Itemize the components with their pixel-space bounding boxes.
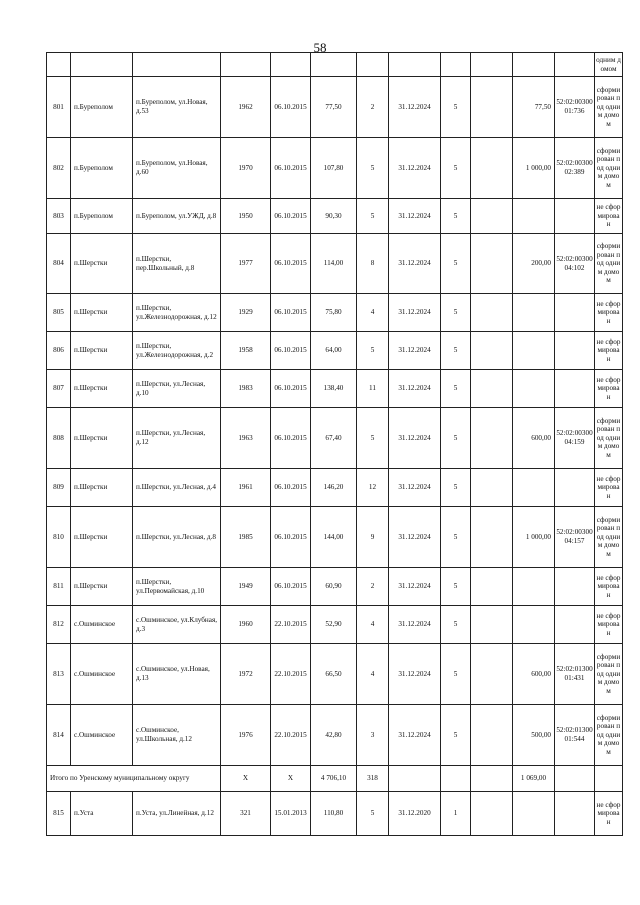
area-cell: 67,40 <box>311 408 357 469</box>
table-row <box>47 469 623 507</box>
empty-cell <box>471 766 513 792</box>
table-row <box>47 705 623 766</box>
address-cell: п.Шерстки, ул.Железнодорожная, д.12 <box>133 294 221 332</box>
address-cell: с.Ошминское, ул.Клубная, д.3 <box>133 606 221 644</box>
empty-cell <box>595 766 623 792</box>
row-number: 807 <box>47 370 71 408</box>
settlement-cell: п.Шерстки <box>71 469 133 507</box>
table-row <box>47 77 623 138</box>
settlement-cell: п.Буреполом <box>71 77 133 138</box>
settlement-cell: п.Шерстки <box>71 408 133 469</box>
deadline-cell: 31.12.2024 <box>389 199 441 234</box>
status-cell: сформирован под одним домом <box>595 234 623 294</box>
deadline-cell: 31.12.2024 <box>389 138 441 199</box>
year-cell: 1962 <box>221 77 271 138</box>
date-cell: 06.10.2015 <box>271 370 311 408</box>
volume-cell <box>513 792 555 836</box>
row-number: 805 <box>47 294 71 332</box>
status-cell: не сформирован <box>595 370 623 408</box>
volume-cell <box>513 370 555 408</box>
area-cell: 52,90 <box>311 606 357 644</box>
cadastral-cell <box>555 568 595 606</box>
cadastral-cell <box>555 199 595 234</box>
total-area: 4 706,10 <box>311 766 357 792</box>
volume-cell <box>513 469 555 507</box>
date-cell: 06.10.2015 <box>271 469 311 507</box>
table-row-continued <box>47 53 623 77</box>
residents-cell: 4 <box>357 644 389 705</box>
total-volume: 1 069,00 <box>513 766 555 792</box>
date-cell: 06.10.2015 <box>271 294 311 332</box>
row-number: 809 <box>47 469 71 507</box>
row-number: 811 <box>47 568 71 606</box>
term-cell: 5 <box>441 606 471 644</box>
empty-cell <box>471 469 513 507</box>
deadline-cell: 31.12.2024 <box>389 507 441 568</box>
date-cell: 06.10.2015 <box>271 199 311 234</box>
date-cell: 06.10.2015 <box>271 234 311 294</box>
settlement-cell: п.Шерстки <box>71 332 133 370</box>
status-cell: не сформирован <box>595 606 623 644</box>
table-row <box>47 294 623 332</box>
deadline-cell: 31.12.2024 <box>389 370 441 408</box>
address-cell: п.Буреполом, ул.УЖД, д.8 <box>133 199 221 234</box>
status-cell: не сформирован <box>595 294 623 332</box>
cadastral-cell <box>555 332 595 370</box>
area-cell: 90,30 <box>311 199 357 234</box>
area-cell: 60,90 <box>311 568 357 606</box>
cadastral-cell: 52:02:0030004:159 <box>555 408 595 469</box>
area-cell: 138,40 <box>311 370 357 408</box>
status-cell: сформирован под одним домом <box>595 507 623 568</box>
area-cell: 114,00 <box>311 234 357 294</box>
empty-cell <box>471 705 513 766</box>
row-number: 813 <box>47 644 71 705</box>
address-cell: п.Шерстки, ул.Лесная, д.12 <box>133 408 221 469</box>
year-cell: 1949 <box>221 568 271 606</box>
cadastral-cell: 52:02:0030004:157 <box>555 507 595 568</box>
date-cell: 06.10.2015 <box>271 568 311 606</box>
settlement-cell: п.Уста <box>71 792 133 836</box>
volume-cell: 77,50 <box>513 77 555 138</box>
register-table <box>46 52 623 836</box>
date-cell: 22.10.2015 <box>271 705 311 766</box>
residents-cell: 2 <box>357 77 389 138</box>
area-cell: 146,20 <box>311 469 357 507</box>
volume-cell: 500,00 <box>513 705 555 766</box>
empty-cell <box>471 606 513 644</box>
term-cell: 5 <box>441 408 471 469</box>
term-cell: 5 <box>441 644 471 705</box>
cadastral-cell: 52:02:0130001:544 <box>555 705 595 766</box>
term-cell: 5 <box>441 234 471 294</box>
volume-cell: 600,00 <box>513 408 555 469</box>
table-row <box>47 199 623 234</box>
area-cell: 75,80 <box>311 294 357 332</box>
volume-cell <box>513 332 555 370</box>
residents-cell: 11 <box>357 370 389 408</box>
year-cell: 321 <box>221 792 271 836</box>
empty-cell <box>471 77 513 138</box>
cadastral-cell <box>555 469 595 507</box>
year-cell: 1963 <box>221 408 271 469</box>
address-cell: п.Уста, ул.Линейная, д.12 <box>133 792 221 836</box>
residents-cell: 4 <box>357 294 389 332</box>
total-label: Итого по Уренскому муниципальному округу <box>47 766 221 792</box>
term-cell: 5 <box>441 705 471 766</box>
term-cell: 5 <box>441 332 471 370</box>
settlement-cell: с.Ошминское <box>71 705 133 766</box>
empty-cell <box>471 792 513 836</box>
year-cell: 1977 <box>221 234 271 294</box>
term-cell: 5 <box>441 138 471 199</box>
residents-cell: 5 <box>357 332 389 370</box>
address-cell: п.Шерстки, ул.Железнодорожная, д.2 <box>133 332 221 370</box>
status-cell: сформирован под одним домом <box>595 705 623 766</box>
area-cell: 144,00 <box>311 507 357 568</box>
settlement-cell: п.Буреполом <box>71 138 133 199</box>
area-cell: 110,80 <box>311 792 357 836</box>
settlement-cell: п.Шерстки <box>71 234 133 294</box>
settlement-cell: с.Ошминское <box>71 606 133 644</box>
term-cell: 5 <box>441 294 471 332</box>
volume-cell: 1 000,00 <box>513 507 555 568</box>
settlement-cell: п.Буреполом <box>71 199 133 234</box>
year-cell: 1976 <box>221 705 271 766</box>
volume-cell: 600,00 <box>513 644 555 705</box>
year-cell: 1985 <box>221 507 271 568</box>
empty-cell <box>471 507 513 568</box>
date-cell: 06.10.2015 <box>271 138 311 199</box>
settlement-cell: п.Шерстки <box>71 294 133 332</box>
empty-cell <box>471 138 513 199</box>
area-cell: 42,80 <box>311 705 357 766</box>
residents-cell: 9 <box>357 507 389 568</box>
deadline-cell: 31.12.2024 <box>389 705 441 766</box>
empty-cell <box>471 332 513 370</box>
term-cell: 5 <box>441 469 471 507</box>
empty-cell <box>555 766 595 792</box>
year-cell: 1958 <box>221 332 271 370</box>
row-number: 806 <box>47 332 71 370</box>
table-row <box>47 568 623 606</box>
area-cell: 64,00 <box>311 332 357 370</box>
status-cell: не сформирован <box>595 792 623 836</box>
residents-cell: 5 <box>357 138 389 199</box>
volume-cell <box>513 199 555 234</box>
year-cell: 1929 <box>221 294 271 332</box>
date-cell: 15.01.2013 <box>271 792 311 836</box>
row-number: 801 <box>47 77 71 138</box>
deadline-cell: 31.12.2024 <box>389 294 441 332</box>
residents-cell: 3 <box>357 705 389 766</box>
date-cell: 06.10.2015 <box>271 77 311 138</box>
area-cell: 66,50 <box>311 644 357 705</box>
volume-cell: 1 000,00 <box>513 138 555 199</box>
term-cell: 5 <box>441 507 471 568</box>
empty-cell <box>471 199 513 234</box>
settlement-cell: п.Шерстки <box>71 507 133 568</box>
deadline-cell: 31.12.2024 <box>389 408 441 469</box>
residents-cell: 8 <box>357 234 389 294</box>
deadline-cell: 31.12.2020 <box>389 792 441 836</box>
year-cell: 1983 <box>221 370 271 408</box>
table-row <box>47 792 623 836</box>
empty-cell <box>471 644 513 705</box>
date-cell: 06.10.2015 <box>271 332 311 370</box>
table-row <box>47 138 623 199</box>
cadastral-cell <box>555 606 595 644</box>
deadline-cell: 31.12.2024 <box>389 77 441 138</box>
area-cell: 107,80 <box>311 138 357 199</box>
address-cell: с.Ошминское, ул.Новая, д.13 <box>133 644 221 705</box>
status-cell: сформирован под одним домом <box>595 77 623 138</box>
cadastral-cell: 52:02:0130001:431 <box>555 644 595 705</box>
row-number: 812 <box>47 606 71 644</box>
status-cell: сформирован под одним домом <box>595 644 623 705</box>
status-cell: одним домом <box>595 53 623 77</box>
address-cell: п.Шерстки, ул.Лесная, д.10 <box>133 370 221 408</box>
table-row <box>47 606 623 644</box>
deadline-cell: 31.12.2024 <box>389 644 441 705</box>
row-number: 803 <box>47 199 71 234</box>
address-cell: п.Буреполом, ул.Новая, д.60 <box>133 138 221 199</box>
year-cell: 1970 <box>221 138 271 199</box>
table-row <box>47 507 623 568</box>
total-residents: 318 <box>357 766 389 792</box>
deadline-cell: 31.12.2024 <box>389 469 441 507</box>
volume-cell <box>513 294 555 332</box>
cadastral-cell <box>555 370 595 408</box>
term-cell: 5 <box>441 568 471 606</box>
volume-cell <box>513 606 555 644</box>
deadline-cell: 31.12.2024 <box>389 606 441 644</box>
area-cell: 77,50 <box>311 77 357 138</box>
residents-cell: 5 <box>357 408 389 469</box>
empty-cell <box>471 234 513 294</box>
row-number: 815 <box>47 792 71 836</box>
volume-cell: 200,00 <box>513 234 555 294</box>
empty-cell <box>471 370 513 408</box>
table-row <box>47 234 623 294</box>
date-cell: 22.10.2015 <box>271 606 311 644</box>
year-cell: 1960 <box>221 606 271 644</box>
year-cell: 1972 <box>221 644 271 705</box>
address-cell: п.Шерстки, ул.Лесная, д.4 <box>133 469 221 507</box>
address-cell: п.Шерстки, пер.Школьный, д.8 <box>133 234 221 294</box>
status-cell: не сформирован <box>595 332 623 370</box>
row-number: 802 <box>47 138 71 199</box>
deadline-cell: 31.12.2024 <box>389 568 441 606</box>
address-cell: п.Шерстки, ул.Лесная, д.8 <box>133 507 221 568</box>
total-date: Х <box>271 766 311 792</box>
cadastral-cell <box>555 294 595 332</box>
table-row <box>47 644 623 705</box>
date-cell: 06.10.2015 <box>271 408 311 469</box>
deadline-cell: 31.12.2024 <box>389 234 441 294</box>
residents-cell: 2 <box>357 568 389 606</box>
status-cell: сформирован под одним домом <box>595 138 623 199</box>
table-row <box>47 332 623 370</box>
cadastral-cell: 52:02:0030002:389 <box>555 138 595 199</box>
row-number: 814 <box>47 705 71 766</box>
empty-cell <box>441 766 471 792</box>
page-number: 58 <box>313 40 327 55</box>
empty-cell <box>389 766 441 792</box>
residents-cell: 5 <box>357 199 389 234</box>
year-cell: 1950 <box>221 199 271 234</box>
table-row <box>47 408 623 469</box>
term-cell: 1 <box>441 792 471 836</box>
settlement-cell: с.Ошминское <box>71 644 133 705</box>
address-cell: п.Буреполом, ул.Новая, д.53 <box>133 77 221 138</box>
year-cell: 1961 <box>221 469 271 507</box>
status-cell: не сформирован <box>595 568 623 606</box>
empty-cell <box>471 568 513 606</box>
row-number: 808 <box>47 408 71 469</box>
date-cell: 22.10.2015 <box>271 644 311 705</box>
cadastral-cell: 52:02:0030004:102 <box>555 234 595 294</box>
table-row <box>47 370 623 408</box>
empty-cell <box>471 408 513 469</box>
total-year: Х <box>221 766 271 792</box>
volume-cell <box>513 568 555 606</box>
cadastral-cell: 52:02:0030001:736 <box>555 77 595 138</box>
residents-cell: 12 <box>357 469 389 507</box>
address-cell: с.Ошминское, ул.Школьная, д.12 <box>133 705 221 766</box>
date-cell: 06.10.2015 <box>271 507 311 568</box>
residents-cell: 4 <box>357 606 389 644</box>
total-row <box>47 766 623 792</box>
cadastral-cell <box>555 792 595 836</box>
deadline-cell: 31.12.2024 <box>389 332 441 370</box>
term-cell: 5 <box>441 77 471 138</box>
term-cell: 5 <box>441 370 471 408</box>
status-cell: не сформирован <box>595 199 623 234</box>
row-number: 804 <box>47 234 71 294</box>
status-cell: не сформирован <box>595 469 623 507</box>
empty-cell <box>471 294 513 332</box>
settlement-cell: п.Шерстки <box>71 568 133 606</box>
row-number: 810 <box>47 507 71 568</box>
settlement-cell: п.Шерстки <box>71 370 133 408</box>
residents-cell: 5 <box>357 792 389 836</box>
status-cell: сформирован под одним домом <box>595 408 623 469</box>
term-cell: 5 <box>441 199 471 234</box>
address-cell: п.Шерстки, ул.Первомайская, д.10 <box>133 568 221 606</box>
